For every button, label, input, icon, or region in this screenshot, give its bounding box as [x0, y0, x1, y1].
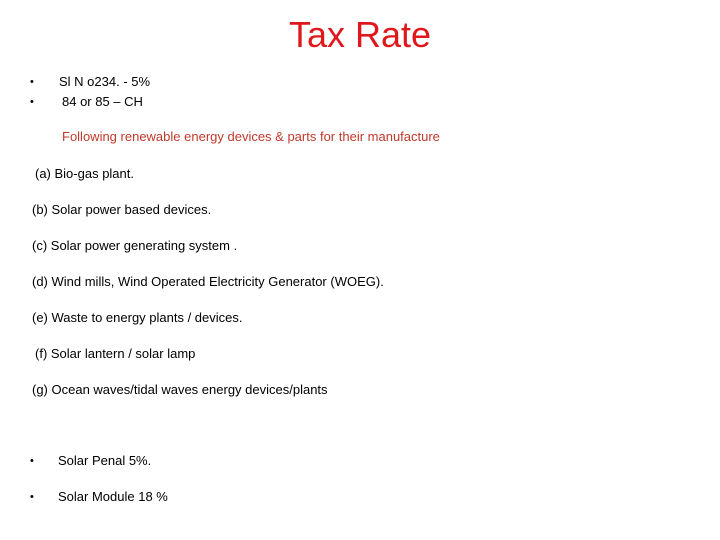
list-item: (e) Waste to energy plants / devices. — [32, 310, 243, 325]
header-bullet-1: Sl N o234. - 5% — [59, 74, 151, 89]
footer-bullet-1: Solar Penal 5%. — [58, 453, 152, 468]
list-item: (f) Solar lantern / solar lamp — [35, 346, 196, 361]
list-item: (g) Ocean waves/tidal waves energy devices/plants — [32, 382, 328, 397]
bullet-marker: • — [30, 96, 34, 108]
list-item: (a) Bio-gas plant. — [35, 166, 134, 181]
list-item: (d) Wind mills, Wind Operated Electricity Generator (WOEG). — [32, 274, 384, 289]
bullet-marker: • — [30, 455, 34, 467]
intro-text: Following renewable energy devices & parts for their manufacture — [62, 129, 440, 144]
list-item: (c) Solar power generating system . — [32, 238, 238, 253]
bullet-marker: • — [30, 76, 34, 88]
list-item: (b) Solar power based devices. — [32, 202, 212, 217]
bullet-marker: • — [30, 491, 34, 503]
page-title: Tax Rate — [288, 14, 432, 55]
footer-bullet-2: Solar Module 18 % — [58, 489, 168, 504]
header-bullet-2: 84 or 85 – CH — [62, 94, 143, 109]
